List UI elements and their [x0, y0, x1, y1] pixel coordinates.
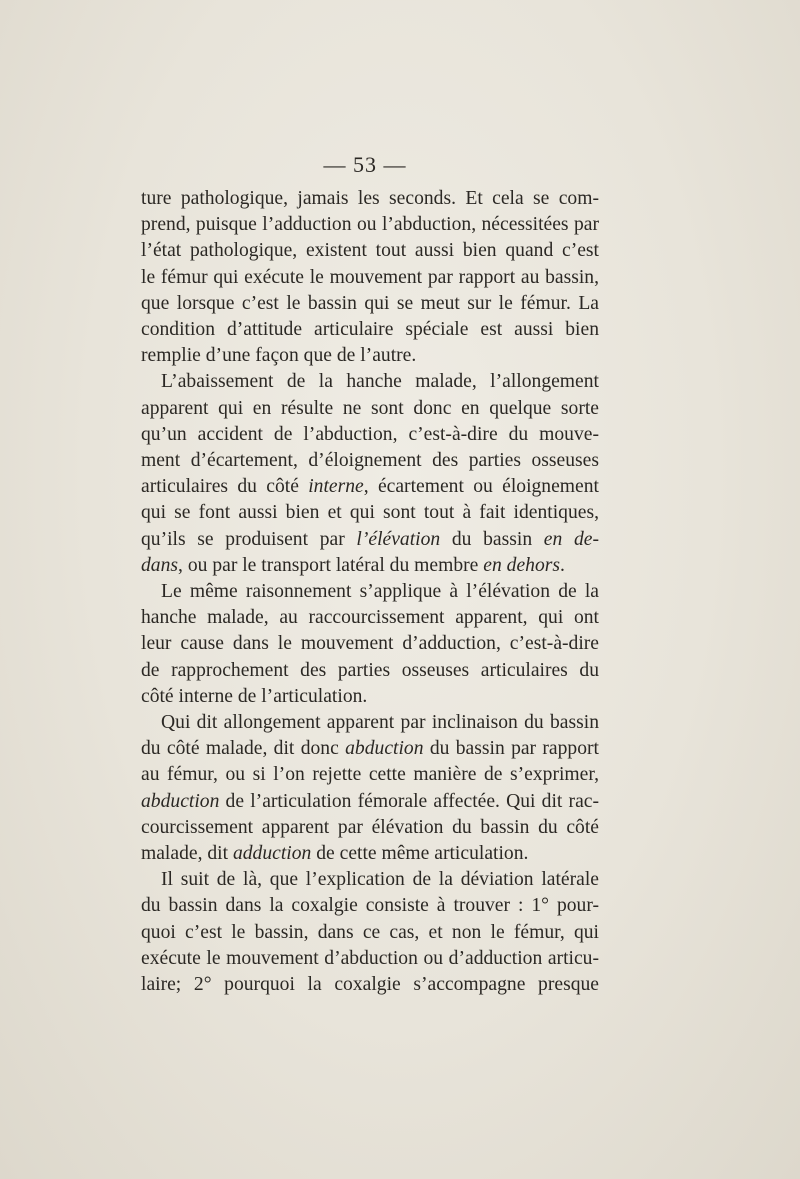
page-number: — 53 —	[323, 152, 407, 177]
text-line: articulaires du côté interne, écartement ou éloignement	[141, 476, 599, 498]
text-line: Il suit de là, que l’explication de la déviation latérale	[161, 869, 599, 891]
text-line: exécute le mouvement d’abduction ou d’adduction articu-	[141, 947, 599, 969]
paragraph	[141, 867, 599, 998]
paragraph	[141, 186, 599, 369]
text-line: que lorsque c’est le bassin qui se meut sur le fémur. La	[141, 292, 599, 314]
text-line: prend, puisque l’adduction ou l’abduction, nécessitées par	[141, 214, 599, 236]
text-line: hanche malade, au raccourcissement apparent, qui ont	[141, 607, 599, 629]
text-line: condition d’attitude articulaire spéciale est aussi bien	[141, 319, 599, 341]
text-line: ture pathologique, jamais les seconds. Et cela se com-	[141, 188, 599, 209]
text-line: de rapprochement des parties osseuses articulaires du	[141, 659, 599, 681]
text-line: côté interne de l’articulation.	[141, 685, 368, 707]
text-line: malade, dit adduction de cette même articulation.	[141, 843, 529, 865]
paragraph	[141, 710, 599, 867]
text-line: du côté malade, dit donc abduction du bassin par rapport	[141, 738, 599, 760]
text-line: leur cause dans le mouvement d’adduction, c’est-à-dire	[141, 633, 599, 655]
text-line: L’abaissement de la hanche malade, l’allongement	[161, 371, 599, 393]
paragraph	[141, 579, 599, 710]
body-text	[141, 186, 599, 998]
text-line: qu’un accident de l’abduction, c’est-à-dire du mouve-	[141, 423, 599, 445]
text-line: le fémur qui exécute le mouvement par rapport au bassin,	[141, 266, 599, 288]
text-line: quoi c’est le bassin, dans ce cas, et non le fémur, qui	[141, 921, 599, 943]
text-line: laire; 2° pourquoi la coxalgie s’accompagne presque	[141, 974, 599, 996]
text-line: l’état pathologique, existent tout aussi bien quand c’est	[141, 240, 599, 262]
text-line: du bassin dans la coxalgie consiste à trouver : 1° pour-	[141, 895, 599, 917]
text-line: ment d’écartement, d’éloignement des parties osseuses	[141, 450, 599, 472]
paragraph	[141, 369, 599, 579]
text-line: abduction de l’articulation fémorale affectée. Qui dit rac-	[141, 790, 599, 812]
text-line: Qui dit allongement apparent par inclinaison du bassin	[161, 712, 599, 734]
text-line: dans, ou par le transport latéral du membre en dehors.	[141, 554, 565, 576]
text-line: Le même raisonnement s’applique à l’élévation de la	[161, 581, 599, 603]
text-line: au fémur, ou si l’on rejette cette manière de s’exprimer,	[141, 764, 599, 786]
text-line: courcissement apparent par élévation du bassin du côté	[141, 816, 599, 838]
text-line: apparent qui en résulte ne sont donc en quelque sorte	[141, 397, 599, 419]
text-line: qu’ils se produisent par l’élévation du bassin en de-	[141, 528, 599, 550]
text-line: remplie d’une façon que de l’autre.	[141, 345, 417, 367]
text-line: qui se font aussi bien et qui sont tout à fait identiques,	[141, 502, 599, 524]
